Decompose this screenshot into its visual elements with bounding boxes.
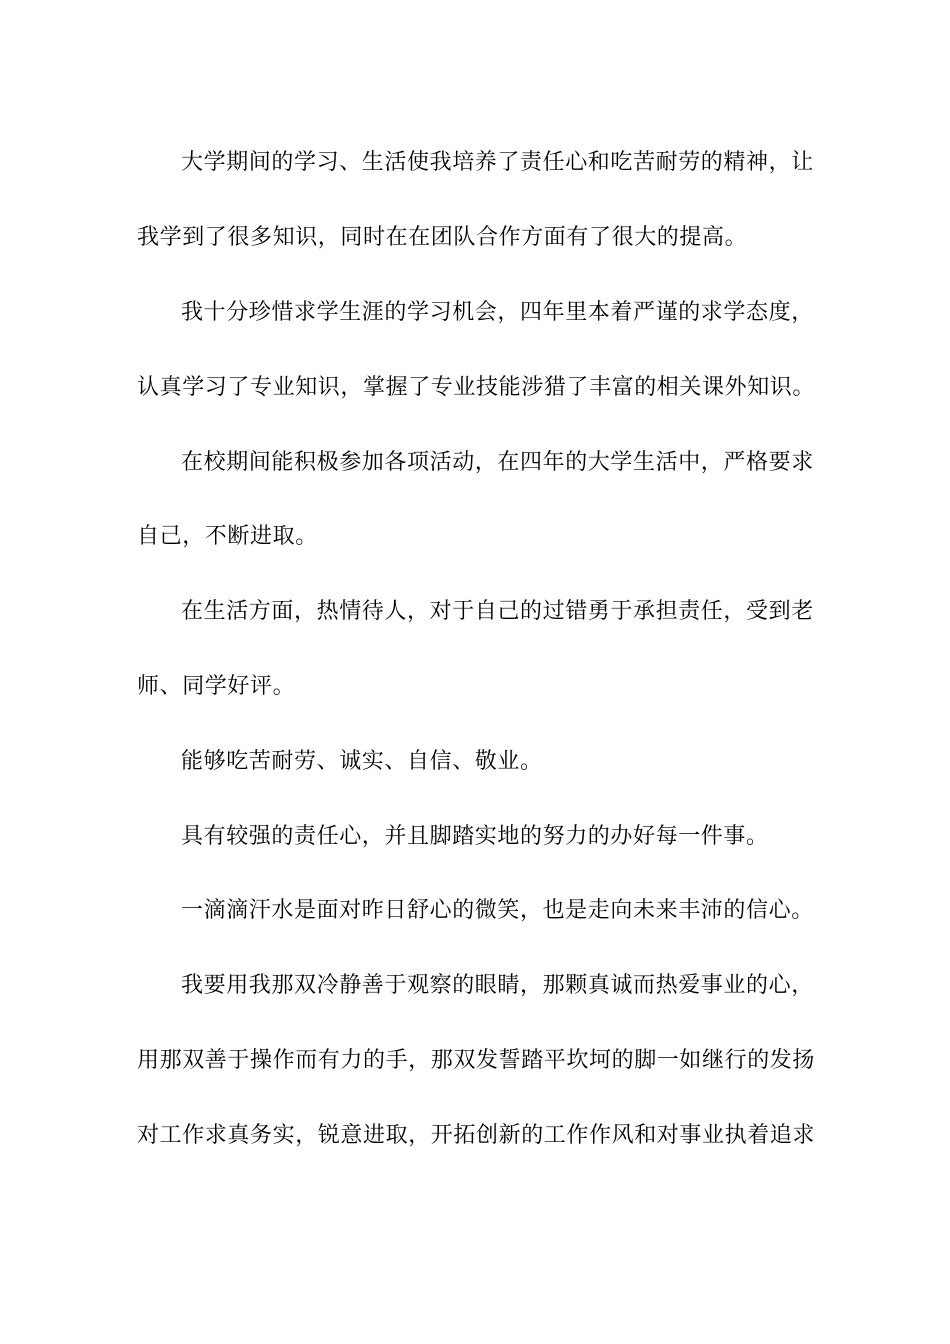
text-line: 在校期间能积极参加各项活动，在四年的大学生活中，严格要求: [181, 450, 814, 475]
text-line: 我十分珍惜求学生涯的学习机会，四年里本着严谨的求学态度，: [181, 300, 814, 325]
text-line: 我要用我那双冷静善于观察的眼睛，那颗真诚而热爱事业的心，: [181, 973, 814, 998]
text-line: 对工作求真务实，锐意进取，开拓创新的工作作风和对事业执着追求: [137, 1123, 816, 1148]
text-line: 用那双善于操作而有力的手，那双发誓踏平坎坷的脚一如继行的发扬: [137, 1048, 816, 1073]
text-line: 在生活方面，热情待人，对于自己的过错勇于承担责任，受到老: [181, 599, 814, 624]
text-line: 我学到了很多知识，同时在在团队合作方面有了很大的提高。: [137, 225, 748, 250]
text-line: 能够吃苦耐劳、诚实、自信、敬业。: [181, 749, 543, 774]
text-line: 大学期间的学习、生活使我培养了责任心和吃苦耐劳的精神，让: [181, 150, 814, 175]
text-line: 自己，不断进取。: [137, 524, 318, 549]
text-line: 认真学习了专业知识，掌握了专业技能涉猎了丰富的相关课外知识。: [137, 375, 816, 400]
text-line: 师、同学好评。: [137, 674, 296, 699]
text-line: 一滴滴汗水是面对昨日舒心的微笑，也是走向未来丰沛的信心。: [181, 898, 814, 923]
text-line: 具有较强的责任心，并且脚踏实地的努力的办好每一件事。: [181, 824, 769, 849]
